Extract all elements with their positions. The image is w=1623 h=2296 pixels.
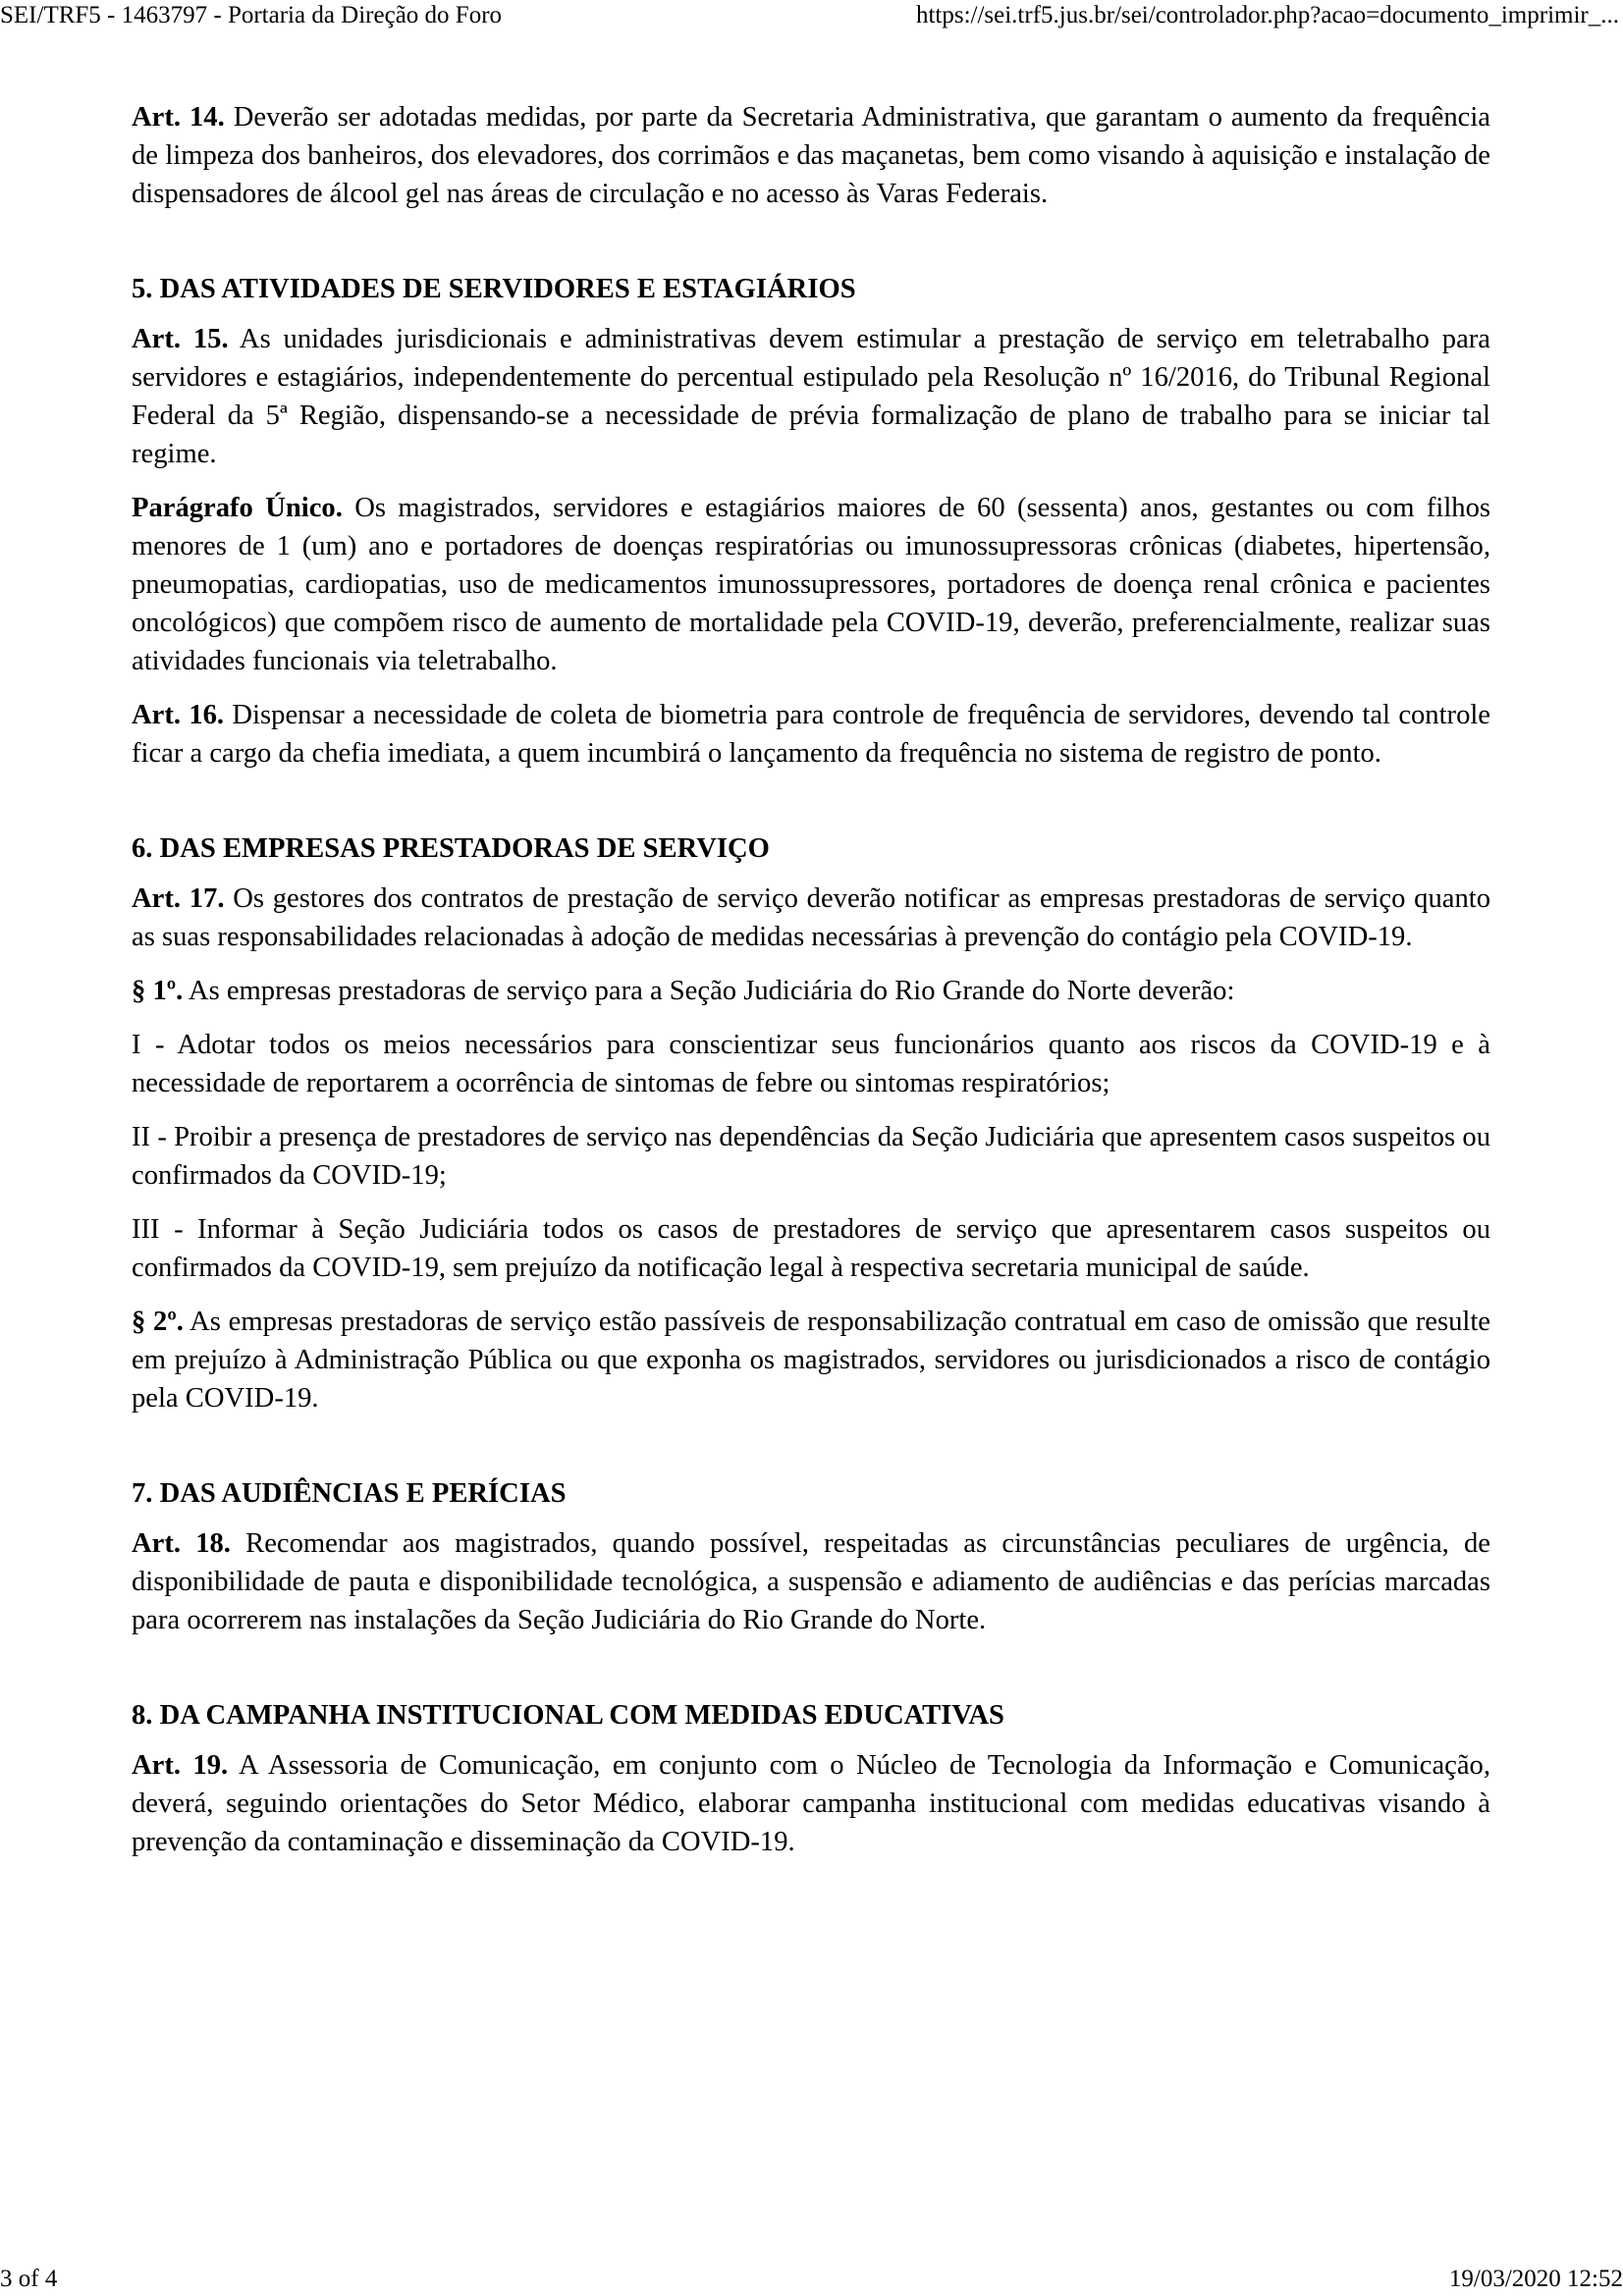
paragraph-text: Os magistrados, servidores e estagiários maiores de 60 (sessenta) anos, gestantes ou com filhos menores de 1 (um) ano e portadores de doenças respiratórias ou imunossupressoras crônicas (diabetes, hipertensão, pneumopatias, cardiopatias, uso de medicamentos imunossupressores, portadores de doença renal crônica e pacientes oncológicos) que compõem risco de aumento de mortalidade pela COVID-19, deverão, preferencialmente, realizar suas atividades funcionais via teletrabalho. (132, 493, 1490, 676)
document-body (132, 98, 1490, 1877)
article-label: Art. 14. (132, 102, 225, 133)
article-14 (132, 98, 1490, 213)
paragraph-1 (132, 972, 1490, 1010)
item-i: I - Adotar todos os meios necessários para conscientizar seus funcionários quanto aos riscos da COVID-19 e à necessidade de reportarem a ocorrência de sintomas de febre ou sintomas respiratórios; (132, 1030, 1490, 1098)
article-text: As unidades jurisdicionais e administrativas devem estimular a prestação de serviço em teletrabalho para servidores e estagiários, independentemente do percentual estipulado pela Resolução nº 16/2016, do Tribunal Regional Federal da 5ª Região, dispensando-se a necessidade de prévia formalização de plano de trabalho para se iniciar tal regime. (132, 324, 1490, 469)
article-15 (132, 320, 1490, 473)
paragraph-text: As empresas prestadoras de serviço estão passíveis de responsabilização contratual em caso de omissão que resulte em prejuízo à Administração Pública ou que exponha os magistrados, servidores ou jurisdicionados a risco de contágio pela COVID-19. (132, 1307, 1490, 1414)
print-header (0, 2, 1623, 29)
paragraph-label: § 2º. (132, 1307, 184, 1337)
section-heading-7: 7. DAS AUDIÊNCIAS E PERÍCIAS (132, 1478, 567, 1509)
paragraph-label: § 1º. (132, 976, 184, 1006)
print-datetime: 19/03/2020 12:52 (1448, 2266, 1623, 2292)
article-text: Recomendar aos magistrados, quando possível, respeitadas as circunstâncias peculiares de urgência, de disponibilidade de pauta e disponibilidade tecnológica, a suspensão e adiamento de audiências e das perícias marcadas para ocorrerem nas instalações da Seção Judiciária do Rio Grande do Norte. (132, 1528, 1490, 1635)
article-16 (132, 696, 1490, 773)
paragraph-2 (132, 1303, 1490, 1417)
article-label: Art. 16. (132, 700, 225, 730)
document-url: https://sei.trf5.jus.br/sei/controlador.php?acao=documento_imprimir_... (915, 2, 1619, 28)
article-text: Os gestores dos contratos de prestação de serviço deverão notificar as empresas prestadoras de serviço quanto as suas responsabilidades relacionadas à adoção de medidas necessárias à prevenção do contágio pela COVID-19. (132, 883, 1490, 952)
page-number: 3 of 4 (0, 2266, 58, 2292)
item-ii: II - Proibir a presença de prestadores de serviço nas dependências da Seção Judiciária que apresentem casos suspeitos ou confirmados da COVID-19; (132, 1122, 1490, 1191)
article-text: A Assessoria de Comunicação, em conjunto com o Núcleo de Tecnologia da Informação e Comunicação, deverá, seguindo orientações do Setor Médico, elaborar campanha institucional com medidas educativas visando à prevenção da contaminação e disseminação da COVID-19. (132, 1750, 1490, 1857)
document-title: SEI/TRF5 - 1463797 - Portaria da Direção do Foro (0, 2, 503, 28)
section-heading-6: 6. DAS EMPRESAS PRESTADORAS DE SERVIÇO (132, 833, 770, 864)
article-label: Art. 17. (132, 883, 225, 914)
paragraph-label: Parágrafo Único. (132, 493, 343, 523)
paragrafo-unico (132, 489, 1490, 680)
article-18 (132, 1524, 1490, 1639)
article-label: Art. 19. (132, 1750, 229, 1781)
section-heading-8: 8. DA CAMPANHA INSTITUCIONAL COM MEDIDAS EDUCATIVAS (132, 1700, 1004, 1731)
article-label: Art. 18. (132, 1528, 231, 1559)
article-label: Art. 15. (132, 324, 229, 354)
article-text: Dispensar a necessidade de coleta de biometria para controle de frequência de servidores, devendo tal controle ficar a cargo da chefia imediata, a quem incumbirá o lançamento da frequência no sistema de registro de ponto. (132, 700, 1490, 769)
print-footer (0, 2266, 1623, 2293)
item-iii: III - Informar à Seção Judiciária todos os casos de prestadores de serviço que apresentarem casos suspeitos ou confirmados da COVID-19, sem prejuízo da notificação legal à respectiva secretaria municipal de saúde. (132, 1214, 1490, 1283)
article-17 (132, 880, 1490, 956)
section-heading-5: 5. DAS ATIVIDADES DE SERVIDORES E ESTAGIÁRIOS (132, 274, 856, 304)
paragraph-text: As empresas prestadoras de serviço para a Seção Judiciária do Rio Grande do Norte deverão: (183, 976, 1235, 1006)
article-text: Deverão ser adotadas medidas, por parte da Secretaria Administrativa, que garantam o aumento da frequência de limpeza dos banheiros, dos elevadores, dos corrimãos e das maçanetas, bem como visando à aquisição e instalação de dispensadores de álcool gel nas áreas de circulação e no acesso às Varas Federais. (132, 102, 1490, 209)
article-19 (132, 1746, 1490, 1861)
